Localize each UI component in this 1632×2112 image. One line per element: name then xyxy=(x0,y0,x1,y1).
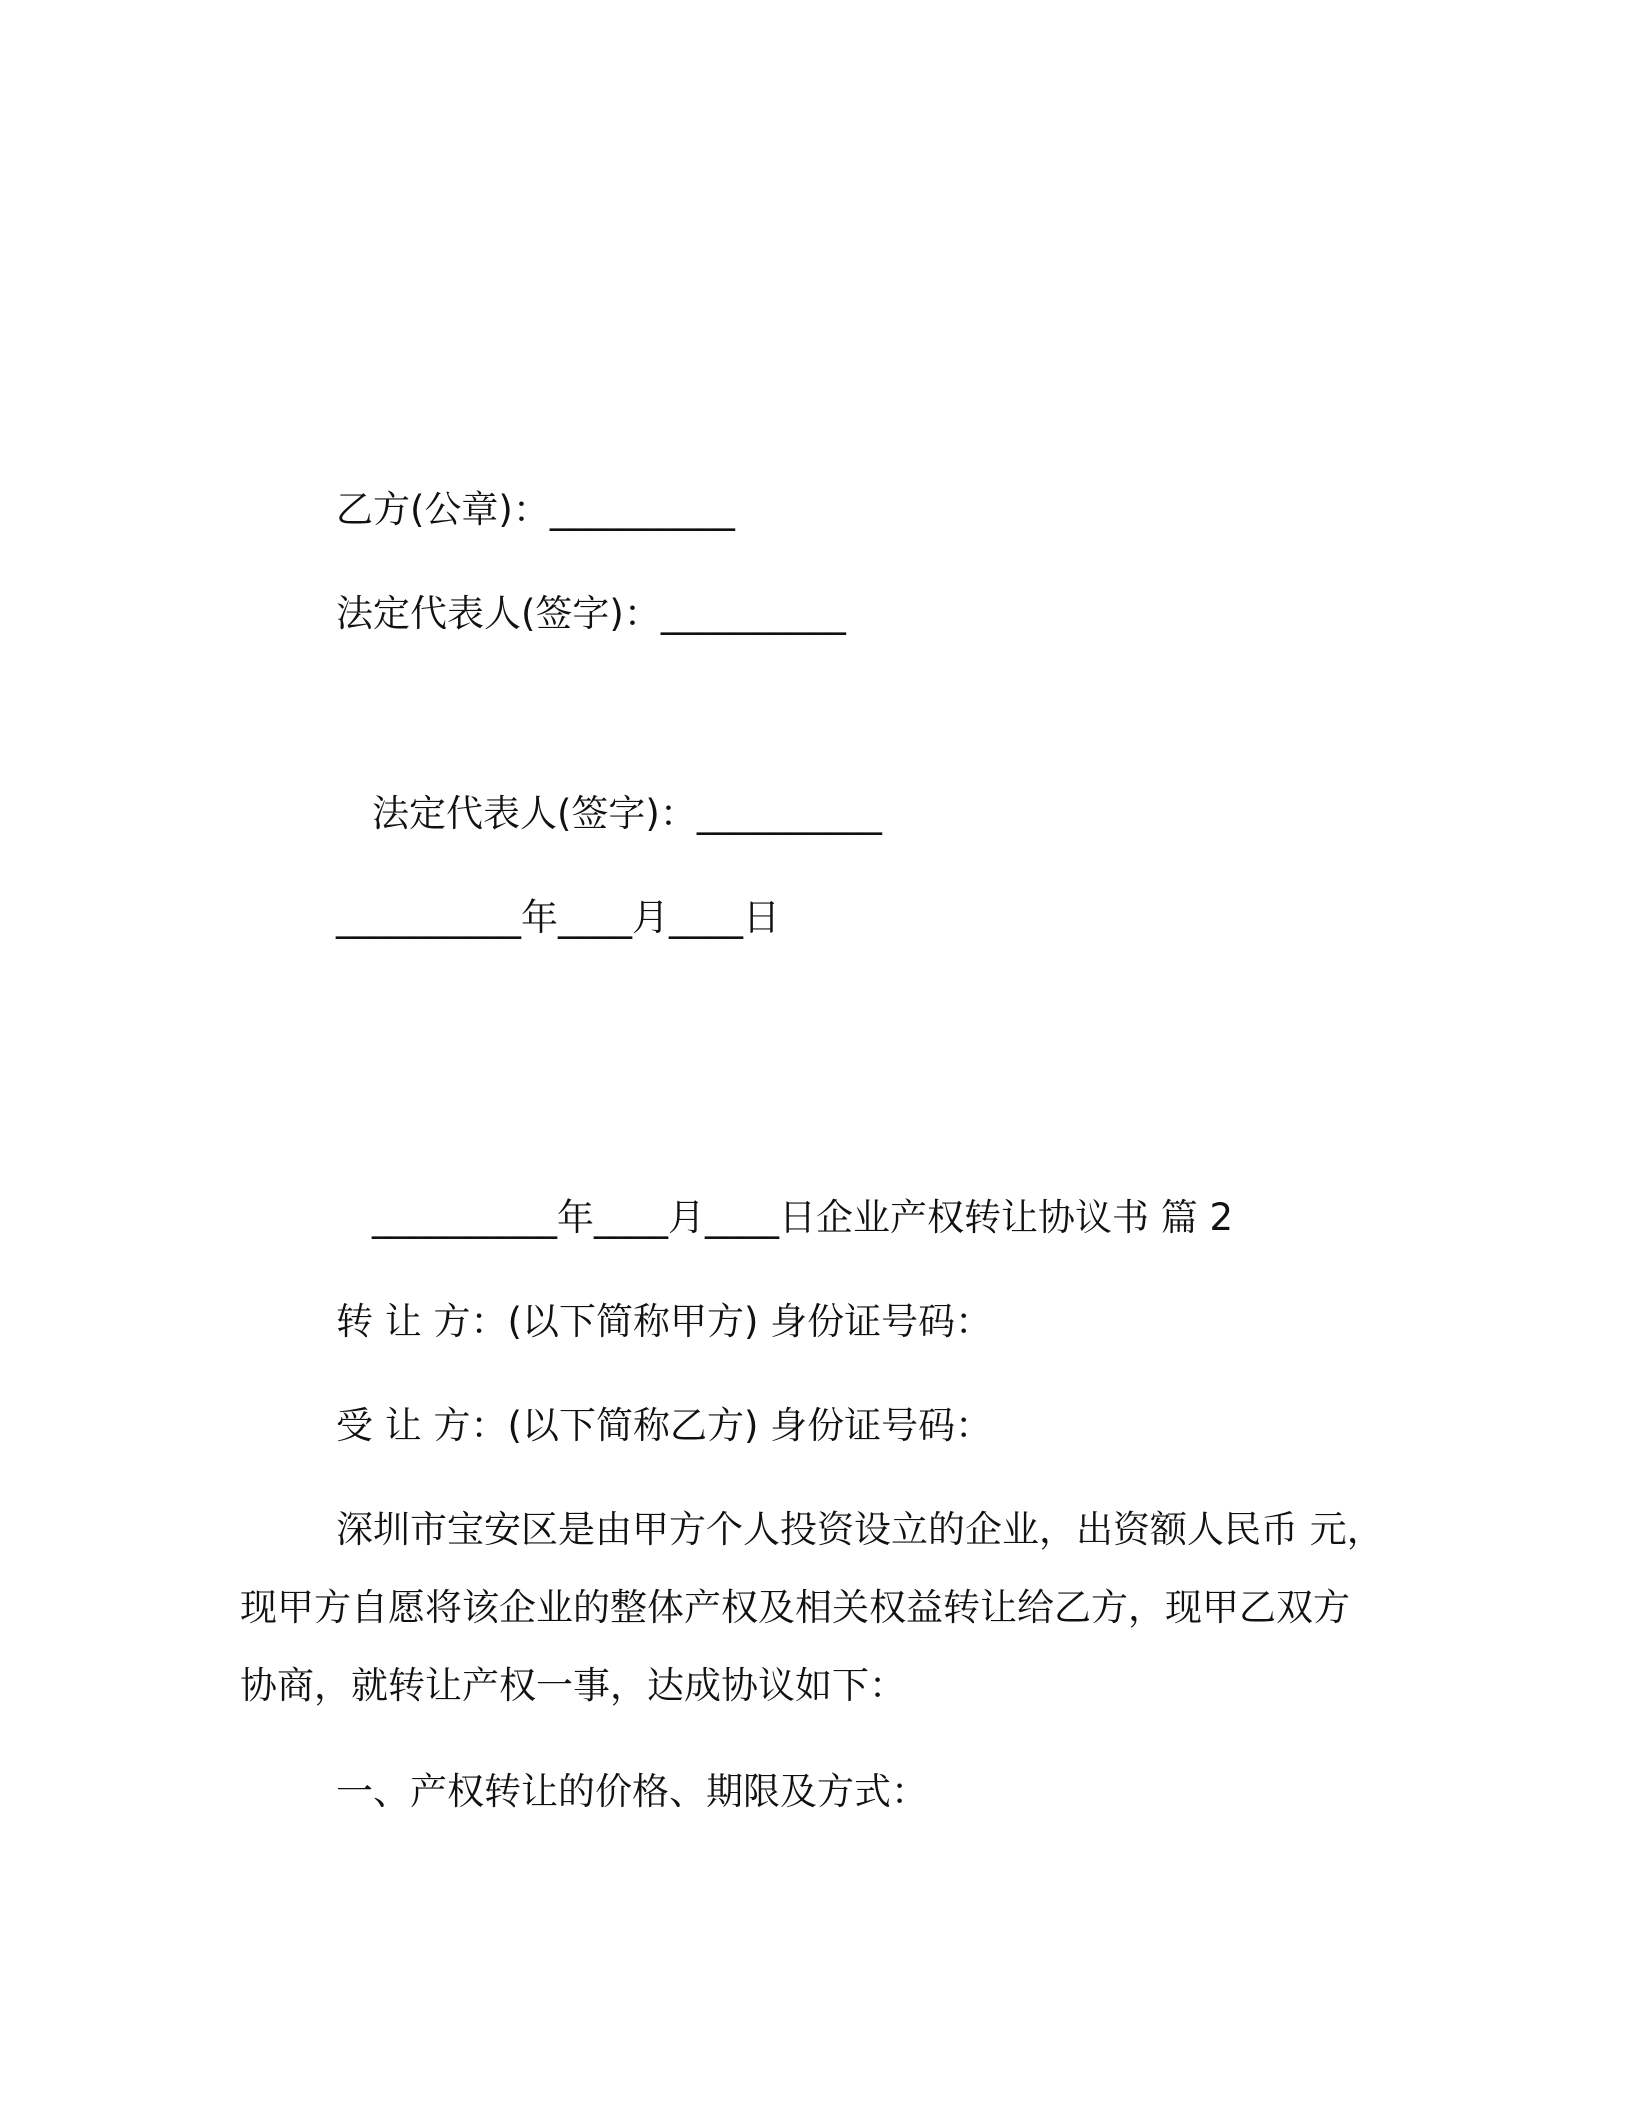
party-b-seal-line: 乙方(公章)：__________ xyxy=(336,488,735,531)
intro-paragraph-line-3: 协商，就转让产权一事，达成协议如下： xyxy=(240,1664,906,1707)
intro-paragraph-line-1: 深圳市宝安区是由甲方个人投资设立的企业，出资额人民币 元， xyxy=(336,1508,1384,1551)
intro-paragraph-line-2: 现甲方自愿将该企业的整体产权及相关权益转让给乙方，现甲乙双方 xyxy=(240,1586,1350,1629)
agreement-title: __________年____月____日企业产权转让协议书 篇 2 xyxy=(372,1196,1234,1239)
legal-representative-signature-line: 法定代表人(签字)：__________ xyxy=(336,592,846,635)
legal-representative-signature-line-2: 法定代表人(签字)：__________ xyxy=(372,792,882,835)
clause-1-heading: 一、产权转让的价格、期限及方式： xyxy=(336,1770,928,1813)
transferee-line: 受 让 方：(以下简称乙方) 身份证号码： xyxy=(336,1404,993,1447)
signing-date-line: __________年____月____日 xyxy=(336,896,780,939)
transferor-line: 转 让 方：(以下简称甲方) 身份证号码： xyxy=(336,1300,993,1343)
